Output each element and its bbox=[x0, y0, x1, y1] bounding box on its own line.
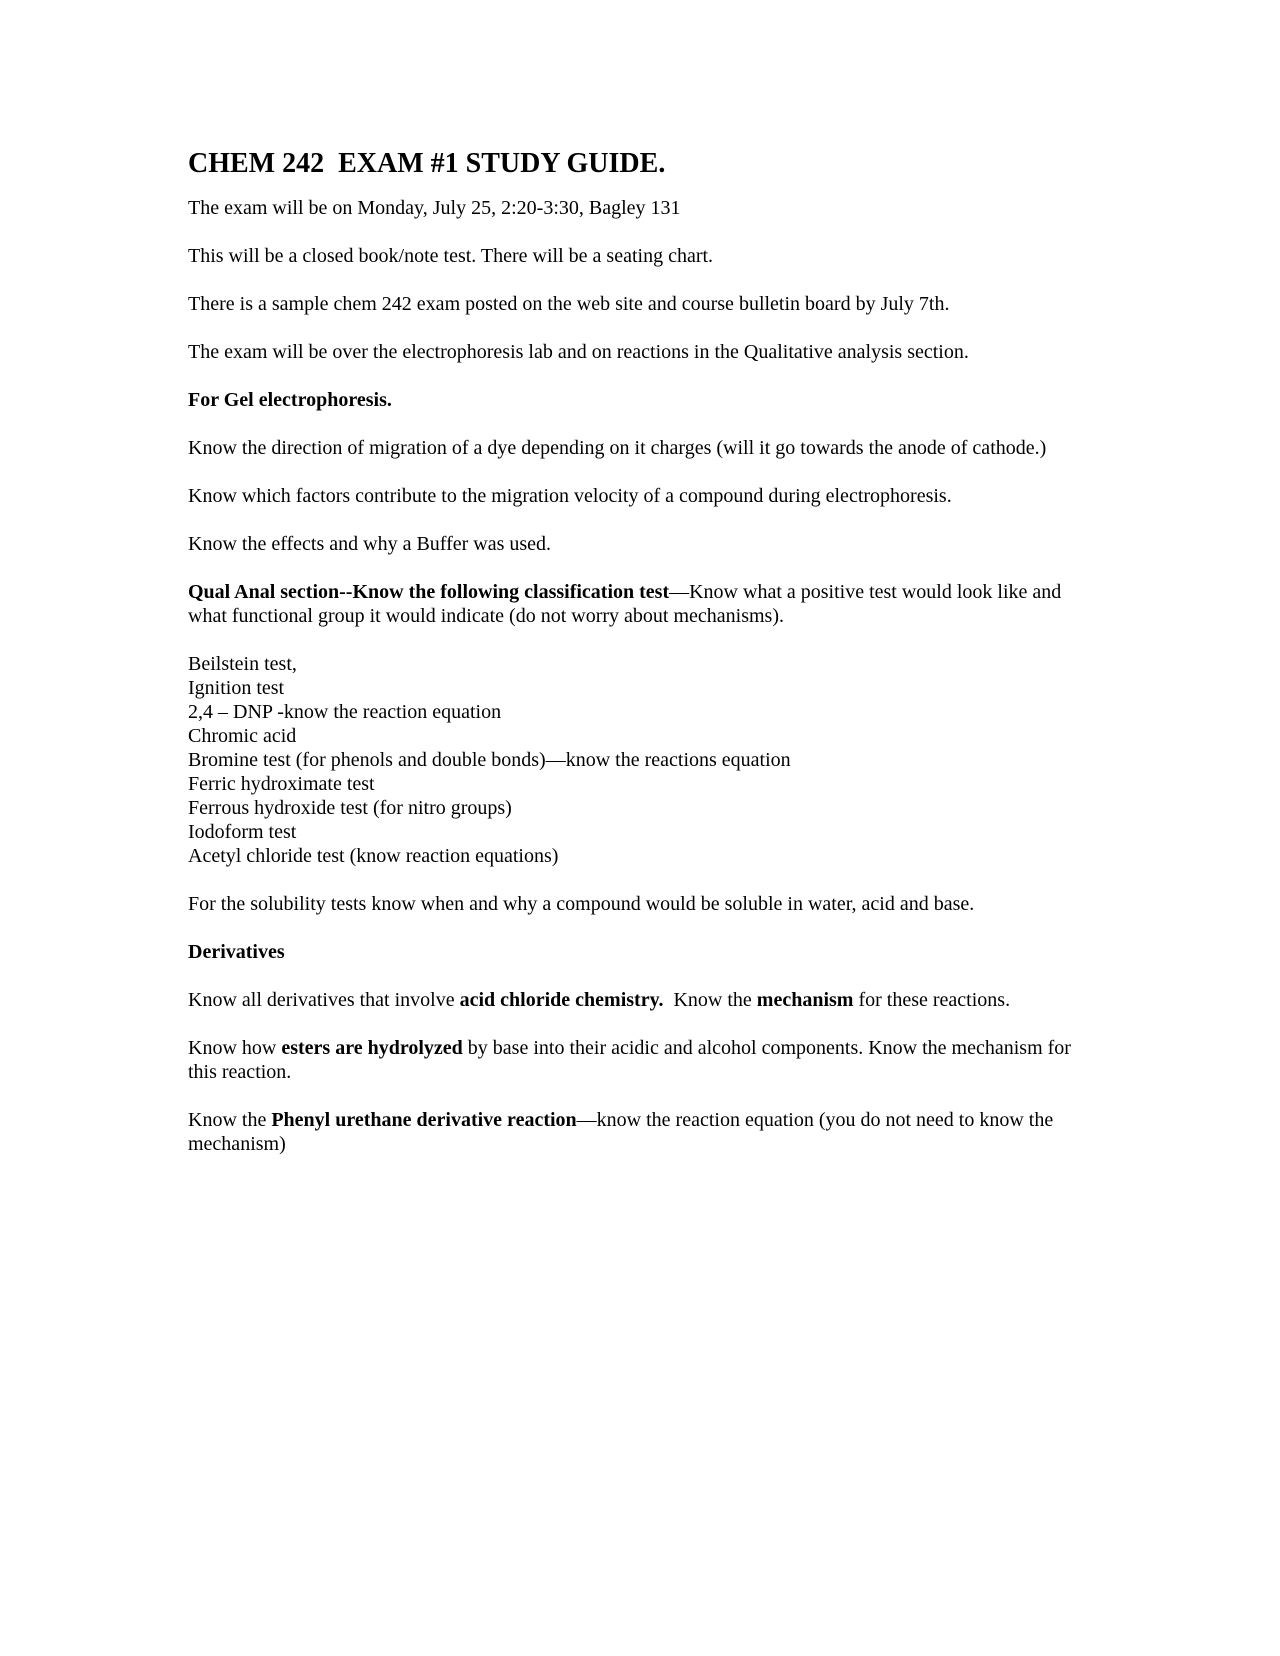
page-title: CHEM 242 EXAM #1 STUDY GUIDE. bbox=[188, 148, 666, 179]
bold-text-run: Phenyl urethane derivative reaction bbox=[271, 1109, 577, 1131]
bold-text-run: acid chloride chemistry. bbox=[459, 989, 664, 1011]
test-list-item: Iodoform test bbox=[188, 821, 297, 843]
derivatives-heading: Derivatives bbox=[188, 941, 285, 963]
text-run: for these reactions. bbox=[853, 989, 1011, 1011]
solubility-text: For the solubility tests know when and why a compound would be soluble in water, acid and base. bbox=[188, 893, 975, 915]
text-run: Know the bbox=[188, 1109, 272, 1131]
test-list-item: Ignition test bbox=[188, 677, 285, 699]
qual-anal-description: —Know what a positive test would look like and what functional group it would indicate (do not worry about mechanisms). bbox=[188, 581, 1062, 627]
bold-text-run: esters are hydrolyzed bbox=[281, 1037, 463, 1059]
phenyl-urethane-paragraph bbox=[188, 1108, 1088, 1156]
sample-exam-text: There is a sample chem 242 exam posted on the web site and course bulletin board by July 7th. bbox=[188, 293, 950, 315]
test-list-item: Acetyl chloride test (know reaction equations) bbox=[188, 845, 559, 867]
classification-test-list bbox=[188, 652, 1088, 868]
qual-anal-heading: Qual Anal section--Know the following classification test bbox=[188, 581, 670, 603]
closed-book-text: This will be a closed book/note test. There will be a seating chart. bbox=[188, 245, 714, 267]
test-list-item: Chromic acid bbox=[188, 725, 297, 747]
test-list-item: Bromine test (for phenols and double bonds)—know the reactions equation bbox=[188, 749, 791, 771]
gel-item: Know the effects and why a Buffer was used. bbox=[188, 533, 552, 555]
document-page bbox=[188, 148, 1088, 1180]
gel-item: Know the direction of migration of a dye depending on it charges (will it go towards the anode of cathode.) bbox=[188, 437, 1047, 459]
text-run: by base into their acidic and alcohol components. Know the mechanism for this reaction. bbox=[188, 1037, 1071, 1083]
exam-date-text: The exam will be on Monday, July 25, 2:20-3:30, Bagley 131 bbox=[188, 197, 681, 219]
text-run: Know all derivatives that involve bbox=[188, 989, 460, 1011]
acid-chloride-paragraph bbox=[188, 988, 1088, 1012]
gel-item: Know which factors contribute to the migration velocity of a compound during electrophoresis. bbox=[188, 485, 952, 507]
text-run: Know the bbox=[663, 989, 757, 1011]
test-list-item: Ferric hydroximate test bbox=[188, 773, 375, 795]
test-list-item: 2,4 – DNP -know the reaction equation bbox=[188, 701, 502, 723]
exam-scope-text: The exam will be over the electrophoresis lab and on reactions in the Qualitative analysis section. bbox=[188, 341, 969, 363]
qual-anal-paragraph bbox=[188, 580, 1088, 628]
test-list-item: Beilstein test, bbox=[188, 653, 297, 675]
ester-hydrolysis-paragraph bbox=[188, 1036, 1088, 1084]
text-run: Know how bbox=[188, 1037, 282, 1059]
test-list-item: Ferrous hydroxide test (for nitro groups) bbox=[188, 797, 512, 819]
text-run: —know the reaction equation (you do not need to know the mechanism) bbox=[188, 1109, 1054, 1155]
bold-text-run: mechanism bbox=[756, 989, 854, 1011]
gel-heading: For Gel electrophoresis. bbox=[188, 389, 392, 411]
